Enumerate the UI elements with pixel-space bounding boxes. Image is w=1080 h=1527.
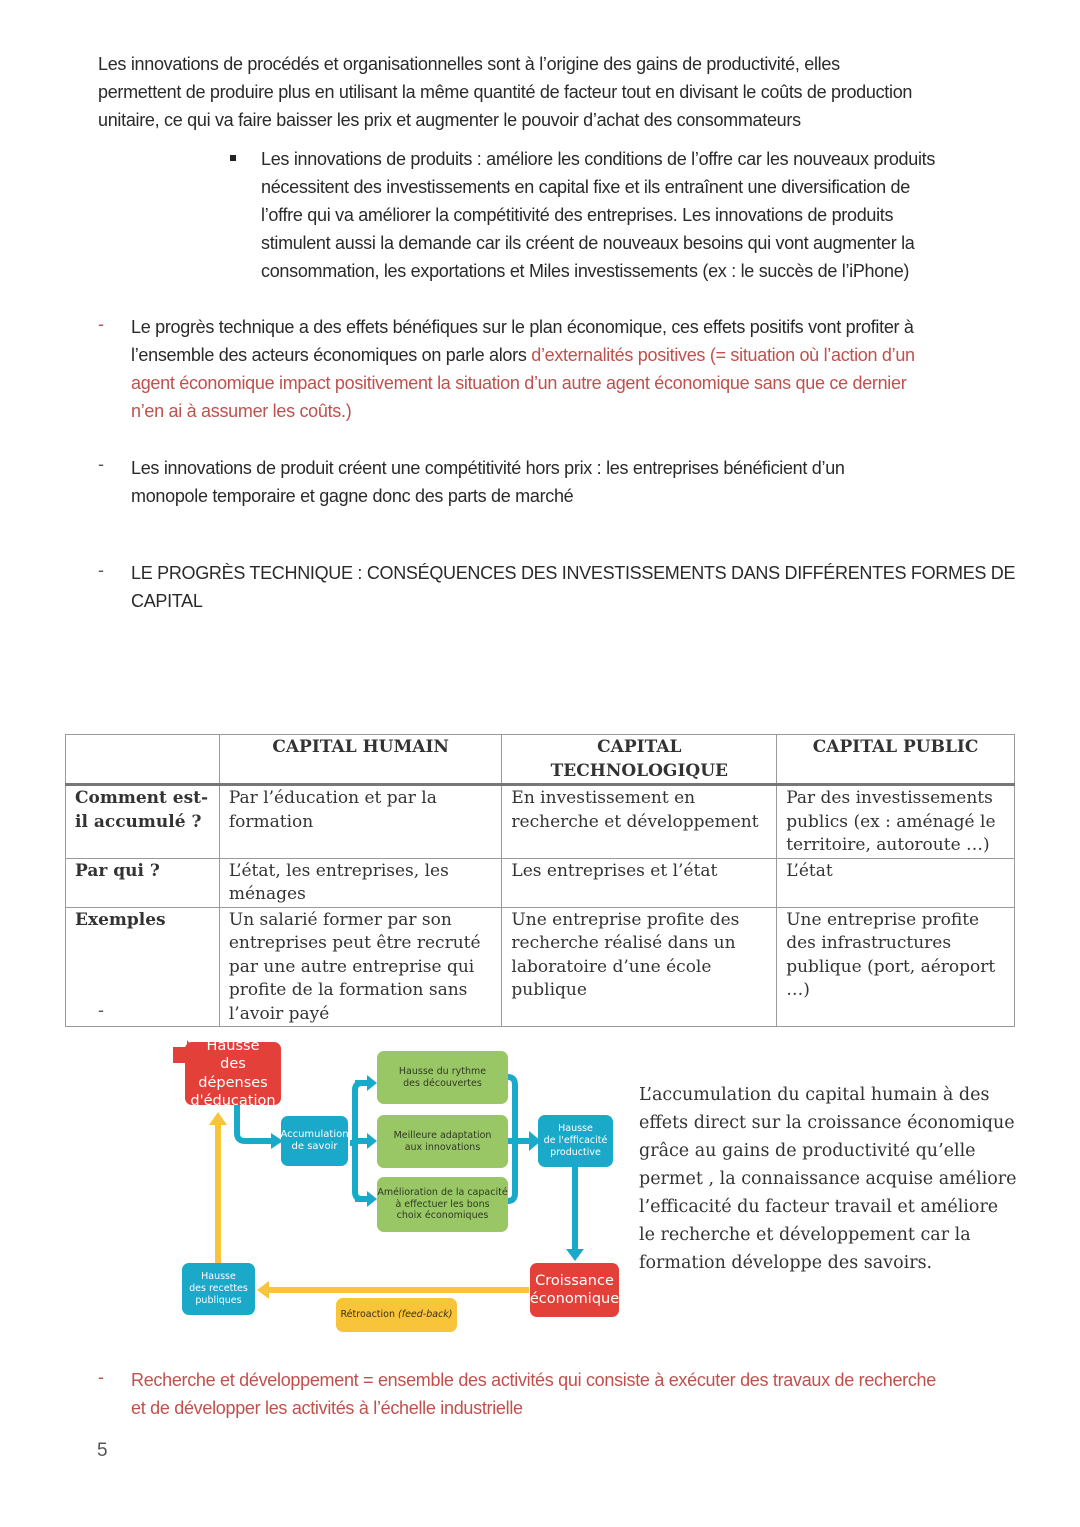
box-innovation-adaptation [377, 1115, 508, 1168]
bullet-2-line-1: Les innovations de produit créent une compétitivité hors prix : les entreprises bénéficient d’un [131, 458, 845, 478]
box-economic-choices [377, 1177, 508, 1232]
table-cell: Une entreprise profite des recherche réalisé dans un laboratoire d’une école publique [502, 907, 777, 1027]
intro-line-2: permettent de produire plus en utilisant la même quantité de facteur tout en divisant le coûts de production [98, 82, 913, 102]
table-cell: En investissement en recherche et développement [502, 785, 777, 859]
box-text: d'éducation [190, 1092, 276, 1109]
box-text: des découvertes [403, 1077, 482, 1089]
definition-externalities: d’externalités positives (= situation où l’action d’un [531, 345, 915, 365]
row-label-accumulation [66, 785, 220, 859]
table-cell: Par des investissements publics (ex : aménagé le territoire, autoroute …) [777, 785, 1015, 859]
sub-bullet-line-3: l’offre qui va améliorer la compétitivité des entreprises. Les innovations de produits [261, 205, 894, 225]
definition-line-2: et de développer les activités à l’échelle industrielle [131, 1398, 523, 1418]
diagram-explanation: L’accumulation du capital humain à des effets direct sur la croissance économique grâce au gains de productivité qu’elle permet , la connaissance acquise améliore l’efficacité du facteur travail et améliore le recherche et développement car la formation développe des savoirs. [639, 1085, 1017, 1273]
box-text: Hausse [206, 1038, 260, 1055]
table-cell: Une entreprise profite des infrastructures publique (port, aéroport …) [777, 907, 1015, 1027]
lone-dash: - [98, 1000, 104, 1020]
table-row [66, 858, 1015, 907]
bullet-1-line-1: Le progrès technique a des effets bénéfiques sur le plan économique, ces effets positifs vont profiter à [131, 317, 914, 337]
box-text: Meilleure adaptation [393, 1129, 492, 1141]
box-text: des recettes [189, 1283, 248, 1295]
box-economic-growth [530, 1263, 619, 1317]
box-text: Croissance [535, 1272, 614, 1289]
definition-line-1: Recherche et développement = ensemble des activités qui consiste à exécuter des travaux de recherche [131, 1370, 936, 1390]
sub-bullet-line-4: stimulent aussi la demande car ils créent de nouveaux besoins qui vont augmenter la [261, 233, 915, 253]
intro-line-1: Les innovations de procédés et organisationnelles sont à l’origine des gains de productivité, elles [98, 54, 840, 74]
header-capital-humain: CAPITAL HUMAIN [219, 735, 502, 785]
box-text: des dépenses [198, 1056, 268, 1091]
dash-bullet-icon: - [98, 560, 104, 580]
table-row [66, 785, 1015, 859]
bullet-1-line-3: agent économique impact positivement la situation d’un autre agent économique sans que ce dernier [131, 373, 907, 393]
bullet-1-line-4: n’en ai à assumer les coûts.) [131, 401, 352, 421]
bullet-2-line-2: monopole temporaire et gagne donc des parts de marché [131, 486, 574, 506]
table-cell: Par l’éducation et par la formation [219, 785, 502, 859]
dash-bullet-icon: - [98, 454, 104, 474]
box-text: Amélioration de la capacité [377, 1186, 508, 1198]
table-cell: L’état [777, 858, 1015, 907]
page-number: 5 [97, 1440, 108, 1461]
table-cell: Les entreprises et l’état [502, 858, 777, 907]
box-text: à effectuer les bons [395, 1198, 490, 1210]
row-label-par-qui: Par qui ? [66, 858, 220, 907]
box-productive-efficiency [538, 1115, 613, 1167]
feedback-italic-text: (feed-back) [398, 1309, 453, 1321]
box-text: Accumulation [280, 1128, 349, 1140]
bullet-1-line-2 [131, 341, 915, 369]
sub-bullet-line-5: consommation, les exportations et Miles investissements (ex : le succès de l’iPhone) [261, 261, 910, 281]
box-knowledge-accumulation [281, 1116, 348, 1166]
box-text: choix économiques [396, 1210, 489, 1222]
row-label-line-2: il accumulé ? [75, 811, 202, 832]
dash-bullet-icon: - [98, 314, 104, 334]
row-label-exemples: Exemples [66, 907, 220, 1027]
box-public-revenue [182, 1263, 255, 1315]
dash-bullet-icon: - [98, 1367, 104, 1387]
sub-bullet-line-1: Les innovations de produits : améliore les conditions de l’offre car les nouveaux produits [261, 149, 936, 169]
intro-line-3: unitaire, ce qui va faire baisser les prix et augmenter le pouvoir d’achat des consommateurs [98, 110, 801, 130]
header-capital-technologique: CAPITAL TECHNOLOGIQUE [502, 735, 777, 785]
box-text: de savoir [291, 1141, 338, 1152]
human-capital-growth-diagram [165, 1035, 635, 1345]
feedback-label [336, 1298, 457, 1332]
table-cell: Un salarié former par son entreprises peut être recruté par une autre entreprise qui profite de la formation sans l’avoir payé [219, 907, 502, 1027]
box-education-spending [185, 1038, 281, 1109]
sub-bullet-line-2: nécessitent des investissements en capital fixe et ils entraînent une diversification de [261, 177, 910, 197]
box-text: Hausse [558, 1123, 593, 1135]
box-text: économique [529, 1291, 620, 1307]
box-text: publiques [195, 1294, 242, 1306]
square-bullet-icon [230, 155, 236, 161]
table-header-row [66, 735, 1015, 785]
box-text: productive [550, 1146, 601, 1158]
box-text: Hausse [201, 1271, 236, 1283]
capital-forms-table [65, 734, 1015, 1027]
bullet-1-line-2-text: l’ensemble des acteurs économiques on parle alors [131, 345, 532, 365]
heading-line-1: LE PROGRÈS TECHNIQUE : CONSÉQUENCES DES INVESTISSEMENTS DANS DIFFÉRENTES FORMES DE [131, 563, 1016, 583]
feedback-text: Rétroaction [340, 1309, 399, 1321]
box-text: Hausse du rythme [398, 1065, 487, 1077]
heading-line-2: CAPITAL [131, 591, 203, 611]
header-capital-public: CAPITAL PUBLIC [777, 735, 1015, 785]
box-discovery-rate [377, 1051, 508, 1104]
box-text: aux innovations [404, 1141, 481, 1153]
table-cell: L’état, les entreprises, les ménages [219, 858, 502, 907]
header-empty [66, 735, 220, 785]
row-label-line-1: Comment est- [75, 788, 209, 808]
box-text: de l'efficacité [543, 1135, 608, 1147]
table-row [66, 907, 1015, 1027]
